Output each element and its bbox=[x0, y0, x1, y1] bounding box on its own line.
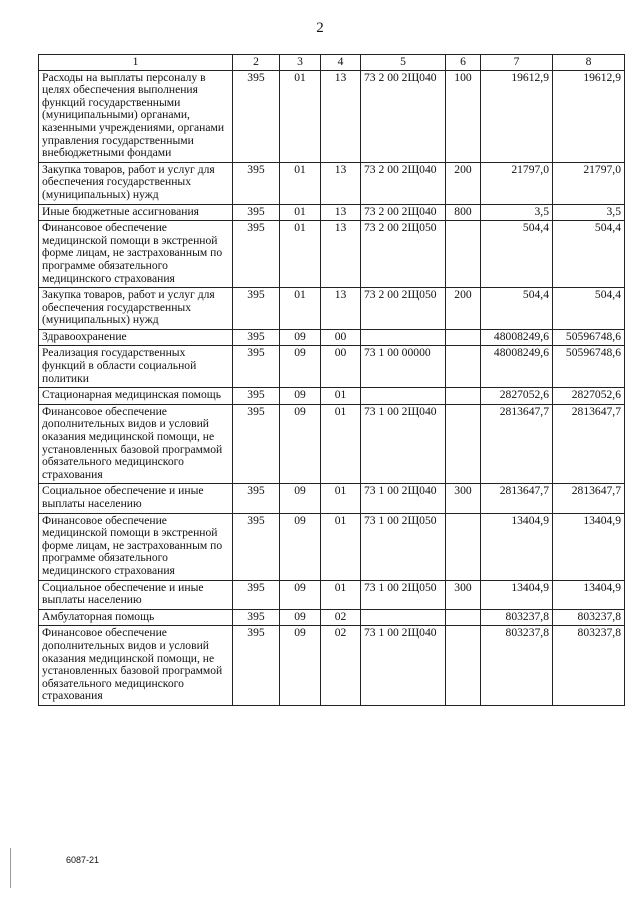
table-row bbox=[39, 609, 625, 626]
amount-year1-cell: 2813647,7 bbox=[481, 404, 553, 484]
section-cell: 09 bbox=[280, 484, 321, 513]
row-name-cell: Социальное обеспечение и иные выплаты населению bbox=[39, 484, 233, 513]
section-cell: 01 bbox=[280, 204, 321, 221]
section-cell: 01 bbox=[280, 288, 321, 330]
column-header: 4 bbox=[321, 55, 361, 71]
section-cell: 09 bbox=[280, 580, 321, 609]
amount-year2-cell: 504,4 bbox=[553, 221, 625, 288]
target-article-cell: 73 2 00 2Щ040 bbox=[361, 204, 446, 221]
table-row bbox=[39, 404, 625, 484]
expense-type-cell: 200 bbox=[446, 162, 481, 204]
ministry-code-cell: 395 bbox=[233, 288, 280, 330]
subsection-cell: 00 bbox=[321, 329, 361, 346]
row-name-cell: Реализация государственных функций в области социальной политики bbox=[39, 346, 233, 388]
expense-type-cell bbox=[446, 329, 481, 346]
section-cell: 01 bbox=[280, 70, 321, 162]
expense-type-cell bbox=[446, 346, 481, 388]
expense-type-cell bbox=[446, 221, 481, 288]
row-name-cell: Закупка товаров, работ и услуг для обеспечения государственных (муниципальных) нужд bbox=[39, 288, 233, 330]
expense-type-cell: 100 bbox=[446, 70, 481, 162]
amount-year1-cell: 21797,0 bbox=[481, 162, 553, 204]
table-row bbox=[39, 204, 625, 221]
target-article-cell: 73 2 00 2Щ040 bbox=[361, 162, 446, 204]
column-header: 6 bbox=[446, 55, 481, 71]
subsection-cell: 13 bbox=[321, 70, 361, 162]
subsection-cell: 02 bbox=[321, 609, 361, 626]
subsection-cell: 13 bbox=[321, 221, 361, 288]
margin-line bbox=[10, 848, 11, 888]
ministry-code-cell: 395 bbox=[233, 204, 280, 221]
amount-year2-cell: 50596748,6 bbox=[553, 329, 625, 346]
table-row bbox=[39, 288, 625, 330]
section-cell: 01 bbox=[280, 221, 321, 288]
table-row bbox=[39, 346, 625, 388]
budget-table bbox=[38, 54, 625, 706]
subsection-cell: 02 bbox=[321, 626, 361, 706]
amount-year1-cell: 13404,9 bbox=[481, 580, 553, 609]
target-article-cell bbox=[361, 609, 446, 626]
column-header: 7 bbox=[481, 55, 553, 71]
ministry-code-cell: 395 bbox=[233, 580, 280, 609]
ministry-code-cell: 395 bbox=[233, 513, 280, 580]
amount-year1-cell: 13404,9 bbox=[481, 513, 553, 580]
row-name-cell: Здравоохранение bbox=[39, 329, 233, 346]
page-number: 2 bbox=[316, 20, 324, 36]
row-name-cell: Стационарная медицинская помощь bbox=[39, 388, 233, 405]
subsection-cell: 01 bbox=[321, 388, 361, 405]
table-row bbox=[39, 70, 625, 162]
ministry-code-cell: 395 bbox=[233, 626, 280, 706]
table-row bbox=[39, 626, 625, 706]
column-header: 2 bbox=[233, 55, 280, 71]
expense-type-cell bbox=[446, 626, 481, 706]
column-header: 8 bbox=[553, 55, 625, 71]
ministry-code-cell: 395 bbox=[233, 221, 280, 288]
amount-year2-cell: 50596748,6 bbox=[553, 346, 625, 388]
amount-year1-cell: 48008249,6 bbox=[481, 346, 553, 388]
row-name-cell: Закупка товаров, работ и услуг для обеспечения государственных (муниципальных) нужд bbox=[39, 162, 233, 204]
target-article-cell bbox=[361, 329, 446, 346]
table-row bbox=[39, 513, 625, 580]
subsection-cell: 01 bbox=[321, 404, 361, 484]
row-name-cell: Расходы на выплаты персоналу в целях обеспечения выполнения функций государственными (муниципальными) органами, казенными учреждениями, органами управления государственными внебюджетными фондами bbox=[39, 70, 233, 162]
section-cell: 01 bbox=[280, 162, 321, 204]
amount-year1-cell: 48008249,6 bbox=[481, 329, 553, 346]
section-cell: 09 bbox=[280, 388, 321, 405]
subsection-cell: 13 bbox=[321, 204, 361, 221]
amount-year1-cell: 2827052,6 bbox=[481, 388, 553, 405]
section-cell: 09 bbox=[280, 404, 321, 484]
target-article-cell bbox=[361, 388, 446, 405]
amount-year1-cell: 504,4 bbox=[481, 288, 553, 330]
subsection-cell: 13 bbox=[321, 162, 361, 204]
expense-type-cell: 300 bbox=[446, 484, 481, 513]
subsection-cell: 00 bbox=[321, 346, 361, 388]
expense-type-cell bbox=[446, 513, 481, 580]
expense-type-cell: 200 bbox=[446, 288, 481, 330]
target-article-cell: 73 1 00 2Щ050 bbox=[361, 580, 446, 609]
row-name-cell: Финансовое обеспечение медицинской помощи в экстренной форме лицам, не застрахованным по программе обязательного медицинского страхования bbox=[39, 513, 233, 580]
amount-year1-cell: 504,4 bbox=[481, 221, 553, 288]
row-name-cell: Финансовое обеспечение медицинской помощи в экстренной форме лицам, не застрахованным по программе обязательного медицинского страхования bbox=[39, 221, 233, 288]
amount-year2-cell: 2813647,7 bbox=[553, 404, 625, 484]
column-header: 3 bbox=[280, 55, 321, 71]
expense-type-cell: 300 bbox=[446, 580, 481, 609]
ministry-code-cell: 395 bbox=[233, 70, 280, 162]
ministry-code-cell: 395 bbox=[233, 609, 280, 626]
ministry-code-cell: 395 bbox=[233, 404, 280, 484]
section-cell: 09 bbox=[280, 513, 321, 580]
column-header: 1 bbox=[39, 55, 233, 71]
row-name-cell: Социальное обеспечение и иные выплаты населению bbox=[39, 580, 233, 609]
target-article-cell: 73 1 00 2Щ040 bbox=[361, 626, 446, 706]
column-header: 5 bbox=[361, 55, 446, 71]
target-article-cell: 73 1 00 2Щ040 bbox=[361, 404, 446, 484]
ministry-code-cell: 395 bbox=[233, 346, 280, 388]
section-cell: 09 bbox=[280, 609, 321, 626]
target-article-cell: 73 2 00 2Щ050 bbox=[361, 221, 446, 288]
row-name-cell: Иные бюджетные ассигнования bbox=[39, 204, 233, 221]
amount-year2-cell: 21797,0 bbox=[553, 162, 625, 204]
table-row bbox=[39, 580, 625, 609]
subsection-cell: 13 bbox=[321, 288, 361, 330]
amount-year2-cell: 504,4 bbox=[553, 288, 625, 330]
expense-type-cell bbox=[446, 609, 481, 626]
target-article-cell: 73 1 00 2Щ040 bbox=[361, 484, 446, 513]
amount-year2-cell: 803237,8 bbox=[553, 609, 625, 626]
expense-type-cell bbox=[446, 388, 481, 405]
expense-type-cell: 800 bbox=[446, 204, 481, 221]
row-name-cell: Финансовое обеспечение дополнительных видов и условий оказания медицинской помощи, не установленных базовой программой обязательного медицинского страхования bbox=[39, 404, 233, 484]
ministry-code-cell: 395 bbox=[233, 329, 280, 346]
target-article-cell: 73 2 00 2Щ040 bbox=[361, 70, 446, 162]
ministry-code-cell: 395 bbox=[233, 484, 280, 513]
subsection-cell: 01 bbox=[321, 484, 361, 513]
table-row bbox=[39, 484, 625, 513]
ministry-code-cell: 395 bbox=[233, 162, 280, 204]
amount-year1-cell: 3,5 bbox=[481, 204, 553, 221]
table-row bbox=[39, 329, 625, 346]
target-article-cell: 73 2 00 2Щ050 bbox=[361, 288, 446, 330]
amount-year1-cell: 19612,9 bbox=[481, 70, 553, 162]
amount-year2-cell: 19612,9 bbox=[553, 70, 625, 162]
table-row bbox=[39, 162, 625, 204]
ministry-code-cell: 395 bbox=[233, 388, 280, 405]
target-article-cell: 73 1 00 2Щ050 bbox=[361, 513, 446, 580]
amount-year1-cell: 2813647,7 bbox=[481, 484, 553, 513]
amount-year1-cell: 803237,8 bbox=[481, 626, 553, 706]
table-header-row bbox=[39, 55, 625, 71]
amount-year2-cell: 2813647,7 bbox=[553, 484, 625, 513]
table-row bbox=[39, 388, 625, 405]
row-name-cell: Амбулаторная помощь bbox=[39, 609, 233, 626]
section-cell: 09 bbox=[280, 346, 321, 388]
amount-year2-cell: 3,5 bbox=[553, 204, 625, 221]
amount-year2-cell: 803237,8 bbox=[553, 626, 625, 706]
subsection-cell: 01 bbox=[321, 513, 361, 580]
target-article-cell: 73 1 00 00000 bbox=[361, 346, 446, 388]
subsection-cell: 01 bbox=[321, 580, 361, 609]
table-body bbox=[39, 70, 625, 705]
amount-year1-cell: 803237,8 bbox=[481, 609, 553, 626]
section-cell: 09 bbox=[280, 329, 321, 346]
amount-year2-cell: 2827052,6 bbox=[553, 388, 625, 405]
section-cell: 09 bbox=[280, 626, 321, 706]
amount-year2-cell: 13404,9 bbox=[553, 513, 625, 580]
expense-type-cell bbox=[446, 404, 481, 484]
document-code: 6087-21 bbox=[66, 855, 100, 865]
row-name-cell: Финансовое обеспечение дополнительных видов и условий оказания медицинской помощи, не установленных базовой программой обязательного медицинского страхования bbox=[39, 626, 233, 706]
table-row bbox=[39, 221, 625, 288]
amount-year2-cell: 13404,9 bbox=[553, 580, 625, 609]
